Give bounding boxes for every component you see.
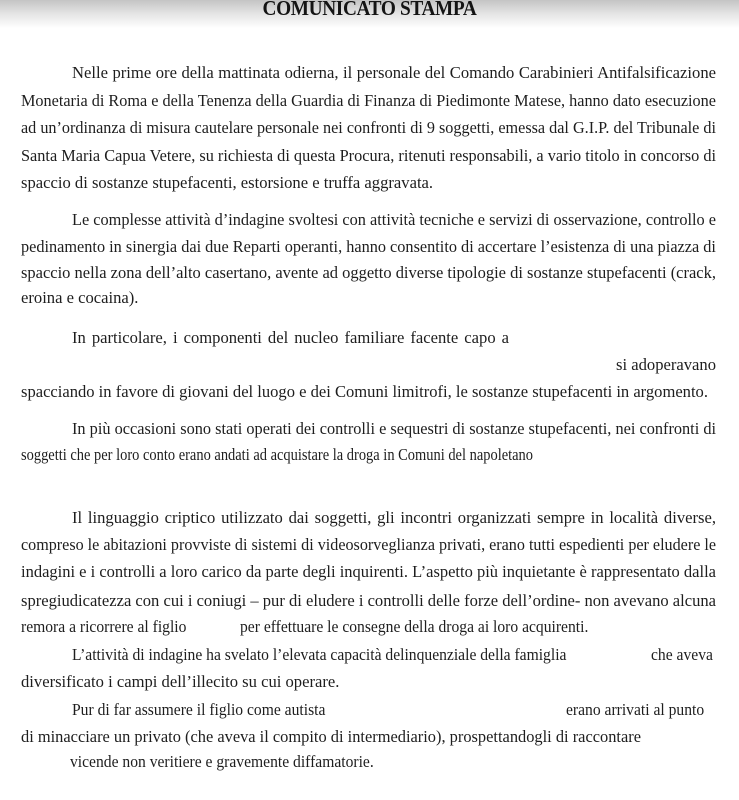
text-segment: per effettuare le consegne della droga ai loro acquirenti. <box>240 617 589 636</box>
text-line: Nelle prime ore della mattinata odierna, il personale del Comando Carabinieri Antifalsificazione <box>72 63 716 82</box>
text-line: spacciando in favore di giovani del luogo e dei Comuni limitrofi, le sostanze stupefacenti in argomento. <box>21 382 708 401</box>
text-line: Monetaria di Roma e della Tenenza della Guardia di Finanza di Piedimonte Matese, hanno dato esecuzione <box>21 91 716 110</box>
text-line: In più occasioni sono stati operati dei controlli e sequestri di sostanze stupefacenti, nei confronti di <box>72 419 717 438</box>
document-title: COMUNICATO STAMPA <box>262 0 477 20</box>
text-segment: vicende non veritiere e gravemente diffamatorie. <box>70 752 374 771</box>
text-line: spaccio di sostanze stupefacenti, estorsione e truffa aggravata. <box>21 173 434 192</box>
text-segment: che aveva <box>651 645 713 664</box>
text-line: Santa Maria Capua Vetere, su richiesta di questa Procura, ritenuti responsabili, a vario titolo in concorso di <box>21 146 717 165</box>
text-line: Il linguaggio criptico utilizzato dai soggetti, gli incontri organizzati sempre in località diverse, <box>72 508 716 527</box>
text-line: di minacciare un privato (che aveva il compito di intermediario), prospettandogli di raccontare <box>21 727 642 746</box>
text-line: spregiudicatezza con cui i coniugi – pur di eludere i controlli delle forze dell’ordine- non avevano alcuna <box>21 591 716 610</box>
text-segment: erano arrivati al punto <box>566 700 705 719</box>
text-line: spaccio nella zona dell’alto casertano, avente ad oggetto diverse tipologie di sostanze stupefacenti (crack, <box>21 263 716 282</box>
text-segment: remora a ricorrere al figlio <box>21 617 187 636</box>
text-line: eroina e cocaina). <box>21 288 139 307</box>
text-line: pedinamento in sinergia dai due Reparti operanti, hanno consentito di accertare l’esistenza di una piazza di <box>21 237 716 256</box>
text-line: indagini e i controlli a loro carico da parte degli inquirenti. L’aspetto più inquietante è rappresentato dalla <box>21 562 716 581</box>
text-line: In particolare, i componenti del nucleo familiare facente capo a <box>72 328 509 347</box>
text-line: si adoperavano <box>616 355 716 374</box>
text-line: ad un’ordinanza di misura cautelare personale nei confronti di 9 soggetti, emessa dal G.I.P. del Tribunale di <box>21 118 716 137</box>
text-segment: Pur di far assumere il figlio come autista <box>72 700 326 719</box>
text-line: diversificato i campi dell’illecito su cui operare. <box>21 672 340 691</box>
text-segment: L’attività di indagine ha svelato l’elevata capacità delinquenziale della famiglia <box>72 645 567 664</box>
text-line: compreso le abitazioni provviste di sistemi di videosorveglianza privati, erano tutti espedienti per eludere le <box>21 535 717 554</box>
text-line: Le complesse attività d’indagine svoltesi con attività tecniche e servizi di osservazione, controllo e <box>72 210 717 229</box>
text-line: soggetti che per loro conto erano andati ad acquistare la droga in Comuni del napoletano <box>21 445 534 464</box>
